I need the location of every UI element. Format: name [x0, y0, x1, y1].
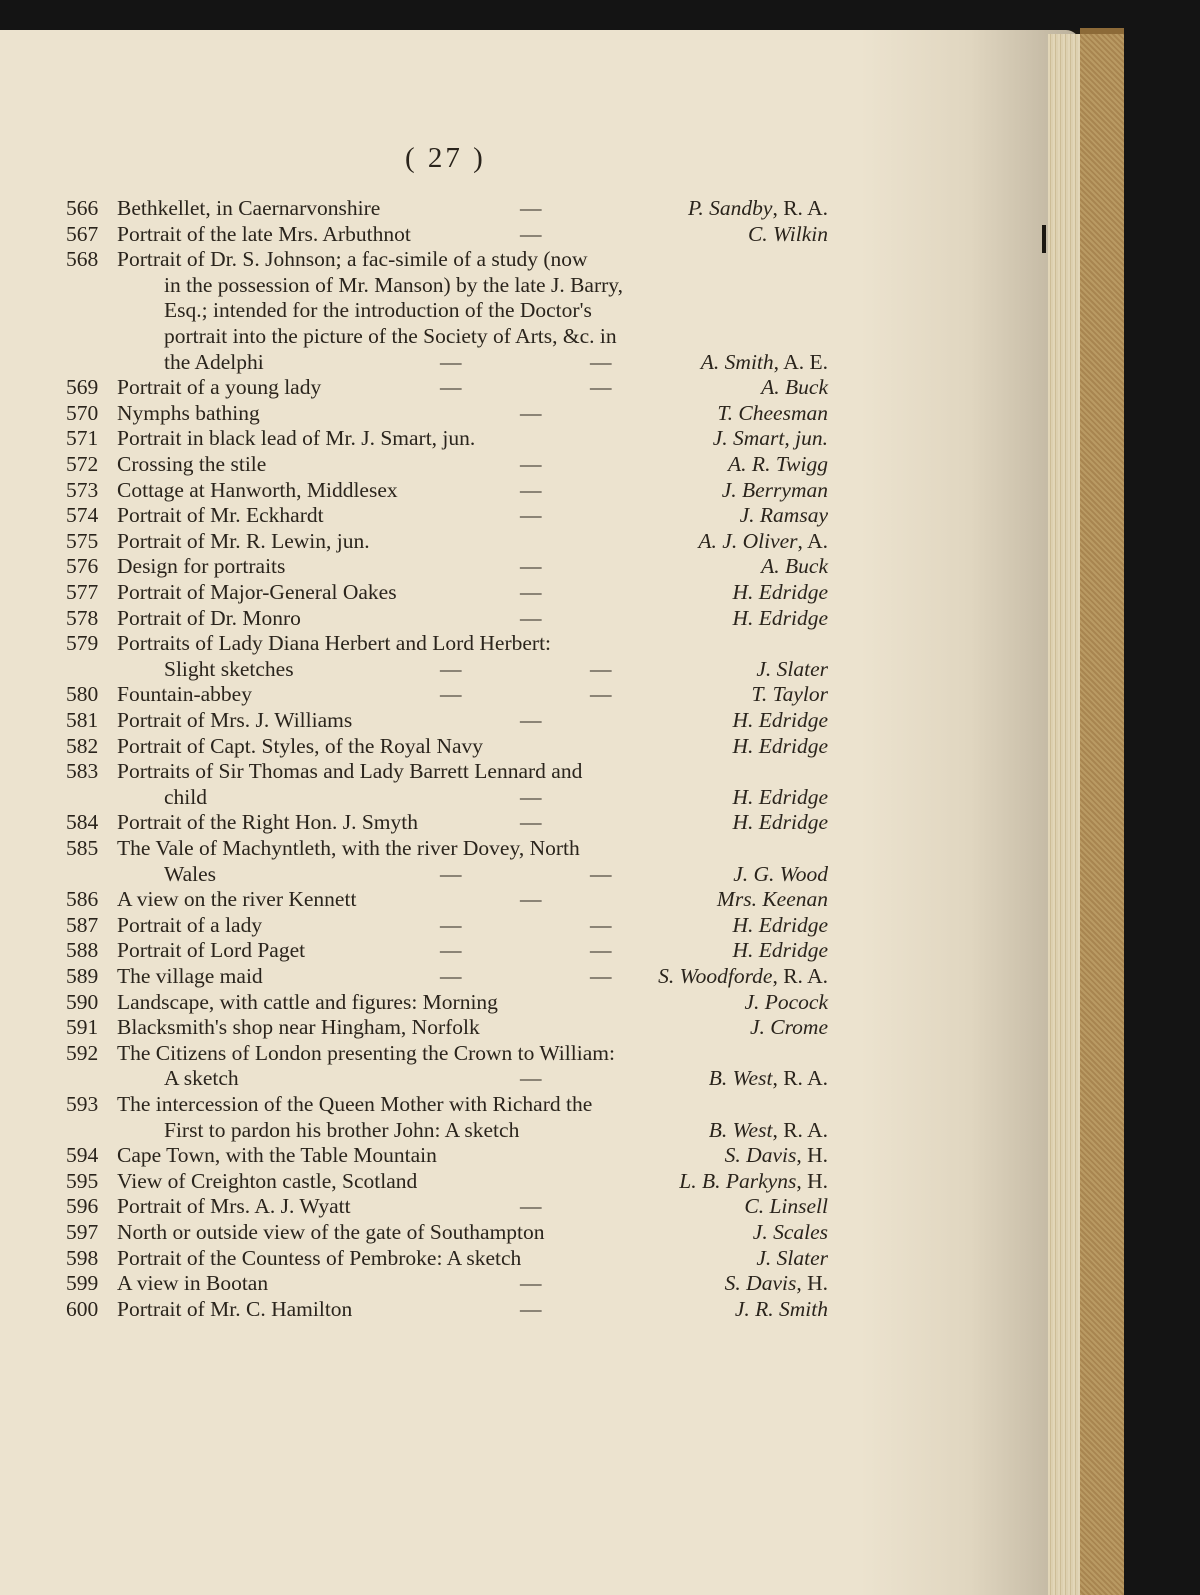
- entry-title-line: Portrait of Dr. Monro: [117, 605, 301, 630]
- artist-name: [732, 605, 828, 630]
- artist-cell: [0, 1168, 828, 1197]
- entry-number: 598: [66, 1245, 99, 1270]
- artist-cell: [0, 477, 828, 506]
- entry-title-line: child: [164, 784, 207, 809]
- artist-cell: [0, 505, 828, 531]
- artist-cell: [0, 889, 828, 915]
- artist-italic: A. Buck: [761, 554, 828, 579]
- entry-number: 567: [66, 221, 99, 246]
- entry-title-line: Portrait of Mr. C. Hamilton: [117, 1296, 353, 1321]
- artist-suffix: , H.: [796, 1271, 828, 1296]
- dash-separator: —: [590, 349, 612, 374]
- artist-italic: C. Linsell: [744, 1194, 828, 1219]
- artist-name: [728, 454, 828, 476]
- entry-title-line: Portrait of the late Mrs. Arbuthnot: [117, 221, 411, 246]
- artist-italic: H. Edridge: [732, 708, 828, 732]
- artist-italic: A. J. Oliver: [698, 528, 798, 553]
- entry-title-line: Cottage at Hanworth, Middlesex: [117, 477, 398, 502]
- dash-separator: —: [590, 938, 612, 963]
- entry-title-line: Portrait of Mr. R. Lewin, jun.: [117, 528, 370, 553]
- entry-title-line: Portrait of a young lady: [117, 375, 322, 400]
- entry-title-line: in the possession of Mr. Manson) by the late J. Barry,: [164, 272, 624, 297]
- entry-number: 590: [66, 989, 99, 1014]
- artist-cell: [0, 1145, 828, 1171]
- entry-number: 580: [66, 682, 99, 707]
- entry-number: 589: [66, 964, 99, 988]
- entry-number: 575: [66, 528, 99, 553]
- artist-name: [734, 1296, 828, 1321]
- artist-italic: L. B. Parkyns: [679, 1168, 797, 1193]
- dash-separator: —: [520, 1066, 542, 1091]
- entry-number: 596: [66, 1194, 99, 1219]
- entry-title-line: View of Creighton castle, Scotland: [117, 1168, 418, 1193]
- artist-italic: S. Woodforde: [658, 964, 773, 988]
- artist-name: [733, 861, 828, 886]
- entry-title-line: The Citizens of London presenting the Crown to William:: [117, 1040, 615, 1065]
- entry-number: 592: [66, 1040, 99, 1065]
- artist-italic: H. Edridge: [732, 938, 828, 963]
- artist-suffix: , R. A.: [772, 1066, 828, 1091]
- entry-number: 576: [66, 554, 99, 579]
- entry-number: 566: [66, 196, 99, 220]
- entry-title-line: Portraits of Lady Diana Herbert and Lord Herbert:: [117, 631, 552, 656]
- artist-cell: [0, 349, 828, 378]
- artist-cell: [0, 1245, 828, 1274]
- dash-separator: —: [520, 477, 542, 502]
- entry-title-line: Portrait of the Right Hon. J. Smyth: [117, 810, 418, 835]
- artist-name: [679, 1168, 828, 1193]
- entry-number: 594: [66, 1143, 99, 1168]
- artist-cell: [0, 605, 828, 634]
- entry-title-line: The intercession of the Queen Mother with Richard the: [117, 1092, 593, 1116]
- artist-name: [688, 198, 828, 220]
- dash-separator: —: [520, 554, 542, 579]
- artist-name: [700, 349, 828, 374]
- entry-number: 597: [66, 1220, 99, 1244]
- artist-cell: [0, 1296, 828, 1325]
- entry-title-line: Portrait of Capt. Styles, of the Royal Navy: [117, 733, 484, 758]
- entry-title-line: Esq.; intended for the introduction of the Doctor's: [164, 298, 592, 323]
- artist-name: [732, 784, 828, 809]
- entry-number: 573: [66, 477, 99, 502]
- entry-title-line: Portrait in black lead of Mr. J. Smart, jun.: [117, 426, 476, 451]
- dash-separator: —: [520, 580, 542, 604]
- artist-italic: H. Edridge: [732, 912, 828, 937]
- artist-italic: J. Berryman: [721, 477, 828, 502]
- entry-title-line: The Vale of Machyntleth, with the river Dovey, North: [117, 836, 580, 860]
- dash-separator: —: [440, 656, 462, 681]
- artist-name: [698, 528, 828, 553]
- artist-cell: [0, 684, 828, 710]
- artist-italic: A. Smith: [700, 349, 774, 374]
- artist-italic: J. Pocock: [744, 989, 828, 1014]
- artist-suffix: , H.: [796, 1143, 828, 1168]
- artist-italic: A. R. Twigg: [728, 452, 828, 476]
- artist-cell: [0, 733, 828, 762]
- artist-italic: J. Crome: [749, 1015, 828, 1040]
- entry-title-line: Portrait of Mr. Eckhardt: [117, 503, 324, 528]
- artist-italic: S. Davis: [724, 1271, 797, 1296]
- entry-title-line: Portrait of the Countess of Pembroke: A sketch: [117, 1245, 522, 1270]
- artist-cell: [0, 556, 828, 582]
- book-cover: [1080, 34, 1124, 1595]
- entry-number: 582: [66, 733, 99, 758]
- artist-name: [761, 377, 828, 399]
- dash-separator: —: [590, 375, 612, 400]
- entry-number: 578: [66, 605, 99, 630]
- entry-number: 570: [66, 400, 99, 425]
- artist-suffix: , R. A.: [772, 1117, 828, 1142]
- artist-name: [725, 1273, 828, 1295]
- entry-title-line: Design for portraits: [117, 554, 286, 579]
- artist-name: [717, 889, 828, 911]
- artist-name: [732, 733, 828, 758]
- artist-name: [708, 1117, 828, 1142]
- entry-number: 581: [66, 708, 99, 732]
- dash-separator: —: [520, 196, 542, 220]
- entry-title-line: Portrait of Major-General Oakes: [117, 580, 397, 604]
- artist-name: [752, 684, 828, 706]
- artist-cell: [0, 710, 828, 736]
- artist-cell: [0, 989, 828, 1018]
- artist-italic: S. Davis: [724, 1143, 797, 1168]
- dash-separator: —: [520, 221, 542, 246]
- artist-cell: [0, 861, 828, 890]
- entry-title-line: First to pardon his brother John: A sketch: [164, 1117, 520, 1142]
- entry-number: 585: [66, 836, 99, 860]
- artist-name: [747, 221, 828, 246]
- artist-cell: [0, 528, 828, 557]
- artist-italic: H. Edridge: [732, 810, 828, 835]
- entry-number: 579: [66, 631, 99, 656]
- artist-name: [721, 477, 828, 502]
- artist-name: [732, 582, 828, 604]
- artist-cell: [0, 966, 828, 992]
- dash-separator: —: [440, 964, 462, 988]
- entry-title-line: Fountain-abbey: [117, 682, 252, 707]
- entry-title-line: portrait into the picture of the Society of Arts, &c. in: [164, 324, 617, 348]
- entry-title-line: A sketch: [164, 1066, 239, 1091]
- entry-number: 572: [66, 452, 99, 476]
- dash-separator: —: [440, 938, 462, 963]
- entry-title-line: Slight sketches: [164, 656, 294, 681]
- dash-separator: —: [520, 784, 542, 809]
- entry-title-line: Portraits of Sir Thomas and Lady Barrett Lennard and: [117, 759, 583, 784]
- entry-title-line: Portrait of Lord Paget: [117, 938, 306, 963]
- artist-suffix: , A. E.: [773, 349, 828, 374]
- artist-italic: J. Slater: [756, 1245, 828, 1270]
- entry-number: 593: [66, 1092, 99, 1116]
- entry-title-line: Bethkellet, in Caernarvonshire: [117, 196, 381, 220]
- artist-cell: [0, 1196, 828, 1222]
- artist-italic: J. G. Wood: [733, 861, 828, 886]
- entry-title-line: Landscape, with cattle and figures: Morning: [117, 989, 498, 1014]
- artist-cell: [0, 812, 828, 838]
- entry-number: 569: [66, 375, 99, 400]
- artist-italic: J. Slater: [756, 656, 828, 681]
- dash-separator: —: [520, 1194, 542, 1219]
- artist-name: [732, 912, 828, 937]
- dash-separator: —: [520, 503, 542, 528]
- entry-number: 568: [66, 247, 99, 272]
- artist-name: [750, 1017, 828, 1039]
- dash-separator: —: [590, 964, 612, 988]
- artist-italic: J. Ramsay: [739, 503, 828, 528]
- entry-title-line: Portrait of Mrs. A. J. Wyatt: [117, 1194, 351, 1219]
- artist-italic: B. West: [708, 1066, 773, 1091]
- dash-separator: —: [520, 810, 542, 835]
- entry-number: 574: [66, 503, 99, 528]
- entry-title-line: Cape Town, with the Table Mountain: [117, 1143, 437, 1168]
- dash-separator: —: [520, 400, 542, 425]
- artist-cell: [0, 1273, 828, 1299]
- artist-italic: A. Buck: [761, 375, 828, 400]
- artist-cell: [0, 656, 828, 685]
- entry-number: 577: [66, 580, 99, 604]
- dash-separator: —: [440, 682, 462, 707]
- artist-italic: Mrs. Keenan: [716, 887, 828, 912]
- artist-name: [744, 1196, 828, 1218]
- artist-cell: [0, 1017, 828, 1043]
- artist-italic: C. Wilkin: [747, 221, 828, 246]
- entry-title-line: Blacksmith's shop near Hingham, Norfolk: [117, 1015, 480, 1040]
- dash-separator: —: [520, 708, 542, 732]
- artist-italic: H. Edridge: [732, 605, 828, 630]
- entry-number: 571: [66, 426, 99, 451]
- artist-name: [740, 505, 828, 527]
- artist-italic: T. Cheesman: [717, 400, 828, 425]
- artist-suffix: , H.: [796, 1168, 828, 1193]
- artist-suffix: , R. A.: [772, 196, 828, 220]
- artist-italic: T. Taylor: [751, 682, 828, 707]
- artist-cell: [0, 1222, 828, 1248]
- dash-separator: —: [590, 682, 612, 707]
- dash-separator: —: [590, 656, 612, 681]
- artist-cell: [0, 221, 828, 250]
- artist-cell: [0, 784, 828, 813]
- entry-number: 588: [66, 938, 99, 963]
- artist-cell: [0, 912, 828, 941]
- artist-italic: B. West: [708, 1117, 773, 1142]
- artist-name: [732, 940, 828, 962]
- dash-separator: —: [520, 605, 542, 630]
- entry-number: 595: [66, 1168, 99, 1193]
- dash-separator: —: [520, 887, 542, 912]
- entry-title-line: Nymphs bathing: [117, 400, 260, 425]
- artist-name: [725, 1145, 828, 1167]
- artist-cell: [0, 428, 828, 454]
- artist-name: [732, 812, 828, 834]
- entry-number: 600: [66, 1296, 99, 1321]
- artist-italic: H. Edridge: [732, 580, 828, 604]
- artist-name: [761, 556, 828, 578]
- artist-cell: [0, 198, 828, 224]
- entry-title-line: the Adelphi: [164, 349, 264, 374]
- artist-italic: J. R. Smith: [734, 1296, 828, 1321]
- entry-title-line: The village maid: [117, 964, 263, 988]
- entry-title-line: A view on the river Kennett: [117, 887, 357, 912]
- entry-number: 583: [66, 759, 99, 784]
- entry-title-line: North or outside view of the gate of Southampton: [117, 1220, 545, 1244]
- artist-italic: J. Smart, jun.: [712, 426, 828, 451]
- artist-name: [756, 656, 828, 681]
- entry-number: 584: [66, 810, 99, 835]
- dash-separator: —: [440, 912, 462, 937]
- entry-number: 599: [66, 1271, 99, 1296]
- artist-italic: J. Scales: [752, 1220, 828, 1244]
- dash-separator: —: [440, 375, 462, 400]
- artist-cell: [0, 940, 828, 966]
- artist-name: [744, 989, 828, 1014]
- artist-name: [753, 1222, 828, 1244]
- artist-cell: [0, 1068, 828, 1094]
- artist-name: [709, 1068, 828, 1090]
- artist-suffix: , A.: [797, 528, 828, 553]
- artist-cell: [0, 454, 828, 480]
- artist-italic: P. Sandby: [688, 196, 773, 220]
- artist-name: [756, 1245, 828, 1270]
- entry-title-line: Crossing the stile: [117, 452, 267, 476]
- artist-italic: H. Edridge: [732, 733, 828, 758]
- dash-separator: —: [590, 912, 612, 937]
- page-number: ( 27 ): [405, 142, 486, 174]
- artist-cell: [0, 400, 828, 429]
- entry-title-line: Portrait of Dr. S. Johnson; a fac-simile of a study (now: [117, 247, 588, 272]
- artist-cell: [0, 377, 828, 403]
- entry-number: 591: [66, 1015, 99, 1040]
- entry-title-line: Portrait of Mrs. J. Williams: [117, 708, 353, 732]
- dash-separator: —: [590, 861, 612, 886]
- dash-separator: —: [440, 861, 462, 886]
- artist-name: [717, 400, 828, 425]
- entry-number: 586: [66, 887, 99, 912]
- dash-separator: —: [520, 452, 542, 476]
- entry-title-line: A view in Bootan: [117, 1271, 269, 1296]
- dash-separator: —: [520, 1296, 542, 1321]
- artist-name: [732, 710, 828, 732]
- artist-cell: [0, 1117, 828, 1146]
- artist-name: [713, 428, 828, 450]
- artist-name: [658, 966, 828, 988]
- artist-italic: H. Edridge: [732, 784, 828, 809]
- entry-title-line: Wales: [164, 861, 216, 886]
- entry-number: 587: [66, 912, 99, 937]
- artist-suffix: , R. A.: [772, 964, 828, 988]
- entry-title-line: Portrait of a lady: [117, 912, 263, 937]
- dash-separator: —: [440, 349, 462, 374]
- artist-cell: [0, 582, 828, 608]
- dash-separator: —: [520, 1271, 542, 1296]
